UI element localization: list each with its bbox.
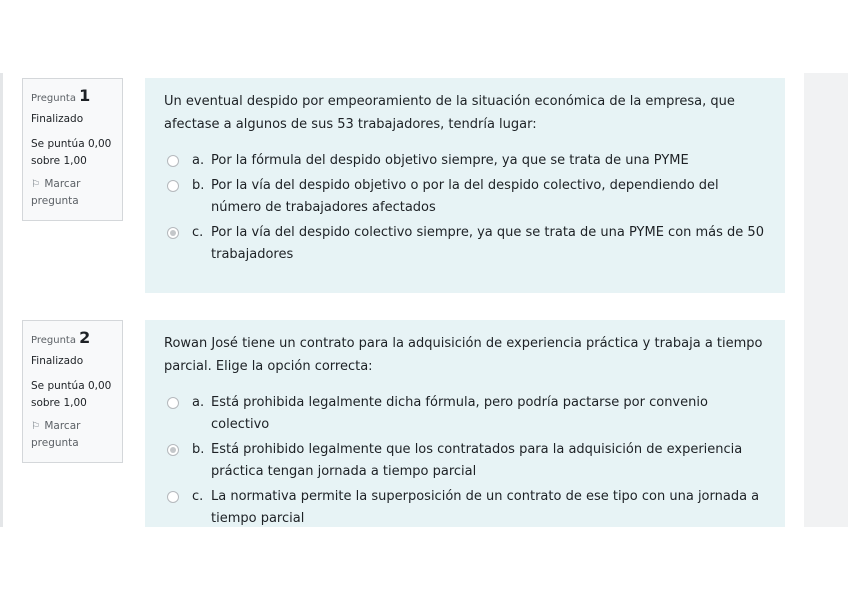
question-number-value: 1 (79, 86, 91, 105)
answer-letter: b. (192, 178, 205, 193)
question-number (31, 329, 115, 350)
flag-question-label: Marcar pregunta (31, 178, 81, 207)
answer-list (164, 392, 767, 530)
answer-text: Está prohibido legalmente que los contratados para la adquisición de experiencia práctica tengan jornada a tiempo parcial (211, 442, 743, 479)
answer-text: Por la vía del despido colectivo siempre, ya que se trata de una PYME con más de 50 trabajadores (211, 225, 764, 262)
right-panel (804, 73, 848, 527)
flag-question-link[interactable] (31, 176, 115, 210)
answer-text: La normativa permite la superposición de un contrato de ese tipo con una jornada a tiempo parcial (211, 489, 760, 526)
answer-letter: c. (192, 489, 204, 504)
question-number (31, 87, 115, 108)
flag-icon: ⚐ (31, 179, 40, 190)
question-text: Rowan José tiene un contrato para la adquisición de experiencia práctica y trabaja a tiempo parcial. Elige la opción correcta: (164, 336, 763, 374)
answer-letter: a. (192, 395, 205, 410)
question-content (145, 320, 785, 527)
answer-text: Por la fórmula del despido objetivo siempre, ya que se trata de una PYME (211, 153, 689, 168)
answer-option-b[interactable] (164, 175, 767, 219)
question-grade: Se puntúa 0,00 sobre 1,00 (31, 380, 112, 409)
radio-button-selected[interactable] (167, 227, 179, 239)
question-grade: Se puntúa 0,00 sobre 1,00 (31, 138, 112, 167)
answer-letter: b. (192, 442, 205, 457)
radio-button[interactable] (167, 397, 179, 409)
answer-option-a[interactable] (164, 150, 767, 172)
question-state: Finalizado (31, 355, 84, 367)
question-info (22, 78, 123, 221)
radio-button-selected[interactable] (167, 444, 179, 456)
radio-button[interactable] (167, 180, 179, 192)
answer-option-c[interactable] (164, 486, 767, 530)
answer-text: Está prohibida legalmente dicha fórmula, pero podría pactarse por convenio colectivo (211, 395, 708, 432)
answer-letter: c. (192, 225, 204, 240)
question-text: Un eventual despido por empeoramiento de la situación económica de la empresa, que afectase a algunos de sus 53 trabajadores, tendría lugar: (164, 94, 735, 132)
answer-text: Por la vía del despido objetivo o por la del despido colectivo, dependiendo del número de trabajadores afectados (211, 178, 719, 215)
question-label: Pregunta (31, 93, 76, 104)
radio-button[interactable] (167, 491, 179, 503)
question-info (22, 320, 123, 463)
radio-button[interactable] (167, 155, 179, 167)
question-state: Finalizado (31, 113, 84, 125)
answer-list (164, 150, 767, 266)
question-number-value: 2 (79, 328, 91, 347)
answer-option-a[interactable] (164, 392, 767, 436)
answer-option-b[interactable] (164, 439, 767, 483)
left-rule (0, 73, 3, 527)
answer-option-c[interactable] (164, 222, 767, 266)
flag-icon: ⚐ (31, 421, 40, 432)
question-label: Pregunta (31, 335, 76, 346)
flag-question-link[interactable] (31, 418, 115, 452)
answer-letter: a. (192, 153, 205, 168)
flag-question-label: Marcar pregunta (31, 420, 81, 449)
question-content (145, 78, 785, 293)
